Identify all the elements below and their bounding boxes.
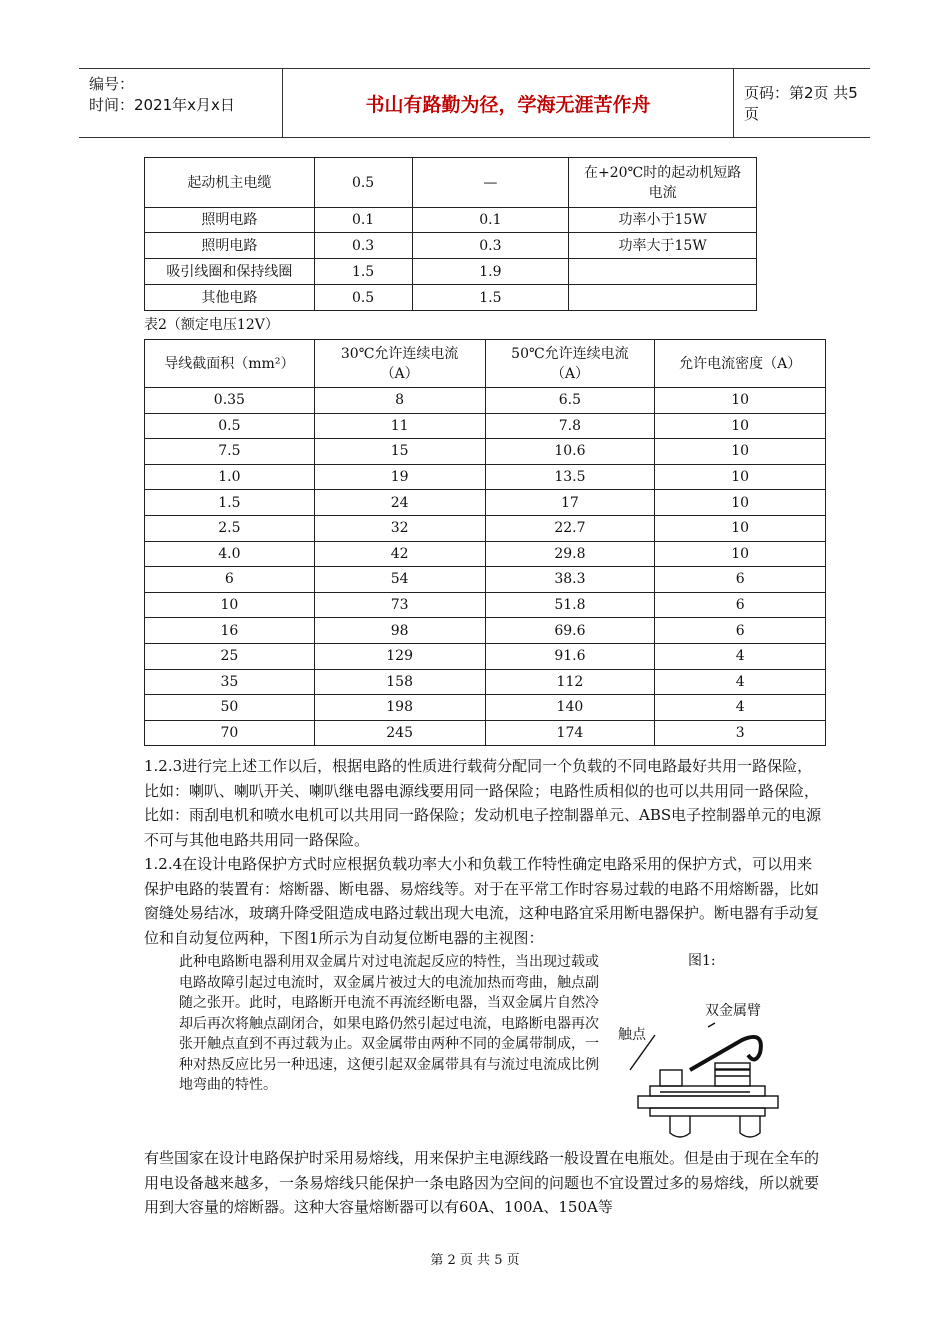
table-cell: 起动机主电缆: [145, 158, 315, 208]
column-header: 30℃允许连续电流（A）: [314, 340, 485, 388]
table-cell: 6: [655, 567, 826, 593]
table-cell: 35: [145, 669, 315, 695]
table-cell: 73: [314, 592, 485, 618]
table-row: [145, 515, 826, 541]
table-row: [145, 413, 826, 439]
table-row: [145, 158, 757, 208]
table-cell: 54: [314, 567, 485, 593]
table-cell: —: [412, 158, 569, 208]
table-cell: 112: [485, 669, 655, 695]
table-header-row: [145, 340, 826, 388]
table-cell: 70: [145, 720, 315, 746]
table-cell: 在+20℃时的起动机短路电流: [569, 158, 757, 208]
table-cell: 照明电路: [145, 233, 315, 259]
table-cell: 0.1: [314, 208, 412, 233]
table-row: [145, 259, 757, 285]
table-wire-current: [144, 339, 826, 746]
table-cell: 6: [145, 567, 315, 593]
table-cell: 25: [145, 643, 315, 669]
table-cell: 1.5: [314, 259, 412, 285]
table-cell: 10: [655, 439, 826, 465]
table-row: [145, 464, 826, 490]
paragraph-fusible-link: [144, 1146, 826, 1220]
column-header: 50℃允许连续电流（A）: [485, 340, 655, 388]
table-row: [145, 208, 757, 233]
document-number-label: 编号：: [89, 75, 135, 93]
table-cell: 10: [655, 413, 826, 439]
table-cell: [569, 259, 757, 285]
table-cell: 3: [655, 720, 826, 746]
table-cell: 42: [314, 541, 485, 567]
table-row: [145, 643, 826, 669]
paragraph-text: 1.2.3进行完上述工作以后，根据电路的性质进行载荷分配同一个负载的不同电路最好共用一路保险，比如：喇叭、喇叭开关、喇叭继电器电源线要用同一路保险；电路性质相似的也可以共用同一路保险，比如：雨刮电机和喷水电机可以共用同一路保险；发动机电子控制器单元、ABS电子控制器单元的电源不可与其他电路共用同一路保险。: [144, 757, 822, 849]
table-cell: 10: [655, 388, 826, 414]
table-cell: 11: [314, 413, 485, 439]
table-cell: 245: [314, 720, 485, 746]
table-cell: 198: [314, 695, 485, 721]
table-cell: 7.5: [145, 439, 315, 465]
table-cell: 4: [655, 643, 826, 669]
table2-caption: 表2（额定电压12V）: [144, 317, 279, 333]
table-wire-specs: [144, 157, 757, 311]
header-page-label: 页码：第2页 共5页: [744, 84, 858, 123]
table-cell: 158: [314, 669, 485, 695]
table-row: [145, 567, 826, 593]
table-row: [145, 541, 826, 567]
figure-label-contact: 触点: [618, 1027, 646, 1043]
table-cell: 15: [314, 439, 485, 465]
table-cell: 6: [655, 592, 826, 618]
table-cell: 0.35: [145, 388, 315, 414]
table-cell: 10: [145, 592, 315, 618]
table-cell: 0.5: [314, 158, 412, 208]
table-cell: 13.5: [485, 464, 655, 490]
table-cell: 22.7: [485, 515, 655, 541]
table-row: [145, 592, 826, 618]
table-cell: 8: [314, 388, 485, 414]
table-row: [145, 439, 826, 465]
table-cell: 6: [655, 618, 826, 644]
table-cell: 7.8: [485, 413, 655, 439]
table-row: [145, 695, 826, 721]
table-cell: 功率大于15W: [569, 233, 757, 259]
table-cell: 10: [655, 490, 826, 516]
table-row: [145, 233, 757, 259]
header-meta: [79, 69, 283, 137]
table-cell: 129: [314, 643, 485, 669]
figure-label-bimetal-arm: 双金属臂: [705, 1003, 761, 1019]
table-cell: 其他电路: [145, 285, 315, 311]
table-cell: 140: [485, 695, 655, 721]
table-cell: 0.5: [314, 285, 412, 311]
table-cell: 0.5: [145, 413, 315, 439]
circuit-breaker-description: 此种电路断电器利用双金属片对过电流起反应的特性，当出现过载或电路故障引起过电流时，双金属片被过大的电流加热而弯曲，触点副随之张开。此时，电路断开电流不再流经断电器，当双金属片自然冷却后再次将触点副闭合，如果电路仍然引起过电流，电路断电器再次张开触点直到不再过载为止。双金属带由两种不同的金属带制成，一种对热反应比另一种迅速，这便引起双金属带具有与流过电流成比例地弯曲的特性。: [179, 954, 599, 1093]
table-cell: 0.1: [412, 208, 569, 233]
paragraph-text: 有些国家在设计电路保护时采用易熔线，用来保护主电源线路一般设置在电瓶处。但是由于现在全车的用电设备越来越多，一条易熔线只能保护一条电路因为空间的问题也不宜设置过多的易熔线，所以就要用到大容量的熔断器。这种大容量熔断器可以有60A、100A、150A等: [144, 1149, 820, 1217]
table2-body: [145, 388, 826, 746]
table-cell: 1.0: [145, 464, 315, 490]
table-cell: 1.5: [145, 490, 315, 516]
table-cell: 91.6: [485, 643, 655, 669]
table-cell: 51.8: [485, 592, 655, 618]
table-cell: 1.9: [412, 259, 569, 285]
table-cell: 29.8: [485, 541, 655, 567]
table-cell: 24: [314, 490, 485, 516]
table-row: [145, 285, 757, 311]
table-row: [145, 388, 826, 414]
table-cell: 19: [314, 464, 485, 490]
page-footer: 第 2 页 共 5 页: [430, 1253, 520, 1268]
table-cell: 4: [655, 669, 826, 695]
table-row: [145, 490, 826, 516]
table-cell: 50: [145, 695, 315, 721]
table-row: [145, 669, 826, 695]
table-cell: 10: [655, 541, 826, 567]
header-motto: 书山有路勤为径，学海无涯苦作舟: [283, 69, 734, 137]
table-cell: 10: [655, 464, 826, 490]
table-row: [145, 618, 826, 644]
table-cell: 38.3: [485, 567, 655, 593]
table-cell: 2.5: [145, 515, 315, 541]
table-cell: 1.5: [412, 285, 569, 311]
paragraph-text: 1.2.4在设计电路保护方式时应根据负载功率大小和负载工作特性确定电路采用的保护方式，可以用来保护电路的装置有：熔断器、断电器、易熔线等。对于在平常工作时容易过载的电路不用熔断器，比如窗缝处易结冰，玻璃升降受阻造成电路过载出现大电流，这种电路宜采用断电器保护。断电器有手动复位和自动复位两种，下图1所示为自动复位断电器的主视图：: [144, 855, 820, 947]
figure-title: 图1:: [688, 953, 716, 969]
table-cell: 4: [655, 695, 826, 721]
table-cell: 0.3: [412, 233, 569, 259]
column-header: 允许电流密度（A）: [655, 340, 826, 388]
document-time-label: 时间：2021年x月x日: [89, 96, 235, 114]
table-cell: 吸引线圈和保持线圈: [145, 259, 315, 285]
table-cell: 17: [485, 490, 655, 516]
table-cell: 174: [485, 720, 655, 746]
circuit-breaker-diagram: [620, 1015, 790, 1145]
table-cell: 功率小于15W: [569, 208, 757, 233]
table-cell: 16: [145, 618, 315, 644]
table-cell: 32: [314, 515, 485, 541]
table-cell: 10.6: [485, 439, 655, 465]
table-row: [145, 720, 826, 746]
table-cell: 69.6: [485, 618, 655, 644]
paragraph-1-2-4: [144, 852, 826, 950]
table-cell: 6.5: [485, 388, 655, 414]
table-cell: 10: [655, 515, 826, 541]
page-header: [79, 68, 870, 138]
column-header: 导线截面积（mm²）: [145, 340, 315, 388]
table-cell: 照明电路: [145, 208, 315, 233]
table-cell: 0.3: [314, 233, 412, 259]
paragraph-1-2-3: [144, 754, 826, 852]
table-cell: [569, 285, 757, 311]
table-cell: 98: [314, 618, 485, 644]
table-cell: 4.0: [145, 541, 315, 567]
